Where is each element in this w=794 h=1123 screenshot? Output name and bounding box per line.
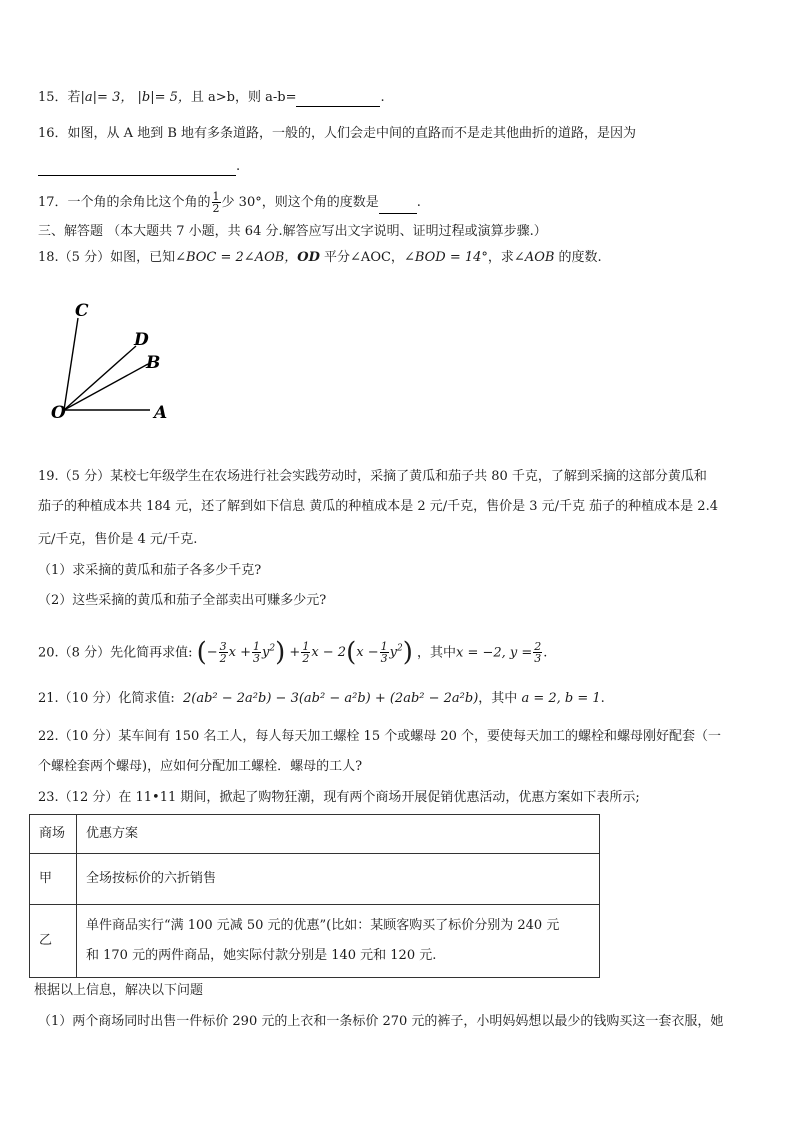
- ray-od: [64, 346, 136, 410]
- question-16: 16．如图，从 A 地到 B 地有多条道路，一般的，人们会走中间的直路而不是走其他曲折的道路，是因为: [38, 126, 637, 141]
- q20-where: ，其中: [416, 645, 456, 661]
- q16-answer-blank[interactable]: [38, 161, 236, 176]
- section-3-heading: 三、解答题 （本大题共 7 小题，共 64 分.解答应写出文字说明、证明过程或演算步骤.）: [38, 224, 547, 239]
- table-cell-mall: 乙: [30, 905, 77, 978]
- q15-end: .: [380, 90, 385, 105]
- q16-answer-line: [38, 158, 240, 176]
- q18-suffix: 的度数.: [554, 250, 602, 265]
- question-19-sub-1: （1）求采摘的黄瓜和茄子各多少千克?: [38, 563, 262, 578]
- q21-expression: 2(ab² − 2a²b) − 3(ab² − a²b) + (2ab² − 2a²b): [183, 691, 479, 706]
- q18-od: OD: [297, 250, 320, 265]
- q18-mid1: 平分∠AOC，: [319, 250, 404, 265]
- question-19-line-1: 19.（5 分）某校七年级学生在农场进行社会实践劳动时，采摘了黄瓜和茄子共 80 千克，了解到采摘的这部分黄瓜和: [38, 469, 707, 484]
- q20-expression: (− $\frac{3}{2}$ x + $\frac{1}{3}$ $y^2$) + $\frac{1}{2}$ x − 2(x − $\frac{1}{3}$ $y^2$): [196, 637, 413, 668]
- ray-oc: [64, 318, 78, 410]
- ray-ob: [64, 364, 148, 410]
- q15-suffix: 且 a>b，则 a-b=: [190, 90, 297, 105]
- question-19-sub-2: （2）这些采摘的黄瓜和茄子全部卖出可赚多少元?: [38, 593, 327, 608]
- angle-figure: [48, 296, 178, 426]
- q17-frac-den: 2: [212, 202, 220, 215]
- q18-cond2: ∠BOD = 14°: [403, 250, 488, 265]
- table-cell-plan: [77, 905, 600, 978]
- after-table-line-2: （1）两个商场同时出售一件标价 290 元的上衣和一条标价 270 元的裤子，小明妈妈想以最少的钱购买这一套衣服，她: [38, 1014, 724, 1029]
- table-cell-plan: 全场按标价的六折销售: [77, 854, 600, 905]
- table-row: [30, 815, 600, 854]
- table-row: [30, 854, 600, 905]
- question-19-line-3: 元/千克，售价是 4 元/千克.: [38, 532, 198, 547]
- label-d: D: [134, 330, 149, 350]
- table-header-mall: 商场: [30, 815, 77, 854]
- table-row: [30, 905, 600, 978]
- label-o: O: [51, 403, 66, 423]
- q17-suffix: 少 30°，则这个角的度数是: [221, 195, 379, 210]
- q16-end: .: [236, 159, 241, 174]
- question-15: [38, 89, 385, 107]
- table-plan-line-1: 单件商品实行“满 100 元减 50 元的优惠”(比如：某顾客购买了标价分别为 240 元: [86, 918, 560, 933]
- q15-answer-blank[interactable]: [296, 92, 380, 107]
- question-17: [38, 191, 421, 214]
- label-c: C: [75, 301, 89, 321]
- q17-prefix: 17．一个角的余角比这个角的: [38, 195, 211, 210]
- question-22-line-1: 22.（10 分）某车间有 150 名工人，每人每天加工螺栓 15 个或螺母 20 个，要使每天加工的螺栓和螺母刚好配套（一: [38, 729, 722, 744]
- after-table-line-1: 根据以上信息，解决以下问题: [34, 983, 204, 998]
- q20-prefix: 20.（8 分）先化简再求值:: [38, 645, 193, 661]
- q18-mid2: ，求: [487, 250, 514, 265]
- q15-prefix: 15．若: [38, 90, 81, 105]
- q18-cond1: ∠BOC = 2∠AOB，: [175, 250, 298, 265]
- question-20: [38, 637, 548, 668]
- q20-y-fraction: $\frac{2}{3}$: [534, 640, 542, 666]
- q21-where: ，其中: [478, 691, 518, 706]
- q15-abs-b: |b|= 5，: [137, 90, 191, 105]
- q20-end: .: [543, 645, 548, 661]
- question-18: [38, 249, 602, 267]
- question-19-line-2: 茄子的种植成本共 184 元，还了解到如下信息 黄瓜的种植成本是 2 元/千克，售价是 3 元/千克 茄子的种植成本是 2.4: [38, 499, 718, 514]
- question-21: [38, 690, 605, 708]
- q20-x-val: x = −2, y =: [456, 645, 533, 661]
- table-plan-line-2: 和 170 元的两件商品，她实际付款分别是 140 元和 120 元.: [86, 948, 437, 963]
- q21-values: a = 2, b = 1: [521, 691, 601, 706]
- q21-prefix: 21.（10 分）化简求值:: [38, 691, 175, 706]
- q17-end: .: [416, 195, 421, 210]
- q15-abs-a: |a|= 3，: [80, 90, 134, 105]
- q21-end: .: [600, 691, 605, 706]
- q18-target: ∠AOB: [513, 250, 555, 265]
- q17-answer-blank[interactable]: [379, 199, 417, 214]
- table-header-plan: 优惠方案: [77, 815, 600, 854]
- q17-fraction: [212, 191, 221, 214]
- promotion-table: [29, 814, 600, 978]
- table-cell-mall: 甲: [30, 854, 77, 905]
- question-22-line-2: 个螺栓套两个螺母)，应如何分配加工螺栓．螺母的工人?: [38, 759, 363, 774]
- label-a: A: [154, 403, 168, 423]
- q18-prefix: 18.（5 分）如图，已知: [38, 250, 176, 265]
- label-b: B: [146, 353, 161, 373]
- q17-frac-num: 1: [212, 190, 220, 203]
- question-23: 23.（12 分）在 11•11 期间，掀起了购物狂潮，现有两个商场开展促销优惠活动，优惠方案如下表所示;: [38, 790, 640, 805]
